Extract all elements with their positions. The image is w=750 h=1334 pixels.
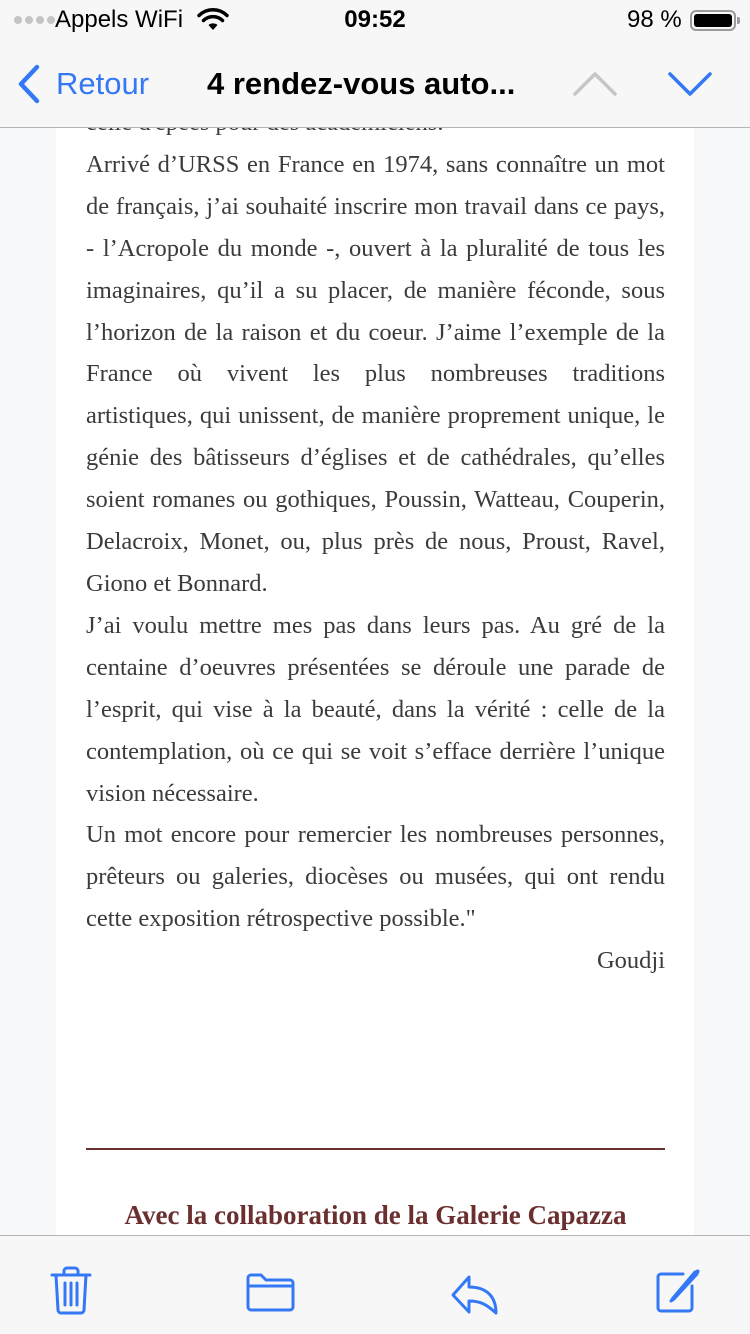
battery-percentage: 98 % <box>627 6 682 33</box>
previous-message-button[interactable] <box>572 70 618 103</box>
carrier-label: Appels WiFi <box>55 6 184 33</box>
clock: 09:52 <box>344 6 406 33</box>
move-to-folder-button[interactable] <box>246 1272 296 1317</box>
next-message-button[interactable] <box>667 70 713 103</box>
reply-button[interactable] <box>450 1274 500 1319</box>
folder-icon <box>246 1272 296 1312</box>
reply-icon <box>450 1274 500 1314</box>
status-bar <box>0 0 750 40</box>
back-label: Retour <box>56 66 150 101</box>
paragraph: Un mot encore pour remercier les nombreuses personnes, prêteurs ou galeries, diocèses ou musées, qui ont rendu cette exposition rétrospective possible." <box>86 821 665 933</box>
wifi-icon <box>197 8 229 32</box>
bottom-toolbar <box>0 1235 750 1334</box>
compose-icon <box>655 1268 701 1314</box>
message-body[interactable] <box>0 128 750 1235</box>
message-title: 4 rendez-vous auto... <box>207 66 516 101</box>
chevron-up-icon <box>572 70 618 98</box>
delete-button[interactable] <box>50 1266 92 1321</box>
chevron-left-icon <box>16 64 42 104</box>
signature: Goudji <box>596 947 665 975</box>
message-card <box>56 88 694 1235</box>
signal-strength-icon <box>14 16 55 24</box>
divider <box>86 1148 665 1150</box>
paragraph: J’ai voulu mettre mes pas dans leurs pas. Au gré de la centaine d’oeuvres présentées se déroule une parade de l’esprit, qui vise à la beauté, dans la vérité : celle de la contemplation, où ce qui se voit s’efface derrière l’unique vision nécessaire. <box>86 611 665 807</box>
paragraph: Arrivé d’URSS en France en 1974, sans connaître un mot de français, j’ai souhaité inscrire mon travail dans ce pays, - l’Acropole du monde -, ouvert à la pluralité de tous les imaginaires, qu’il a su placer, de manière féconde, sous l’horizon de la raison et du coeur. J’aime l’exemple de la France où vivent les plus nombreuses traditions artistiques, qui unissent, de manière proprement unique, le génie des bâtisseurs d’églises et de cathédrales, qu’elles soient romanes ou gothiques, Poussin, Watteau, Couperin, Delacroix, Monet, ou, plus près de nous, Proust, Ravel, Giono et Bonnard. <box>86 150 665 597</box>
battery-icon <box>690 10 736 31</box>
back-button[interactable] <box>16 64 149 104</box>
compose-button[interactable] <box>655 1268 701 1319</box>
chevron-down-icon <box>667 70 713 98</box>
navigation-bar <box>0 40 750 128</box>
trash-icon <box>50 1266 92 1316</box>
collaboration-heading: Avec la collaboration de la Galerie Capazza <box>124 1200 627 1230</box>
message-text <box>86 102 665 982</box>
